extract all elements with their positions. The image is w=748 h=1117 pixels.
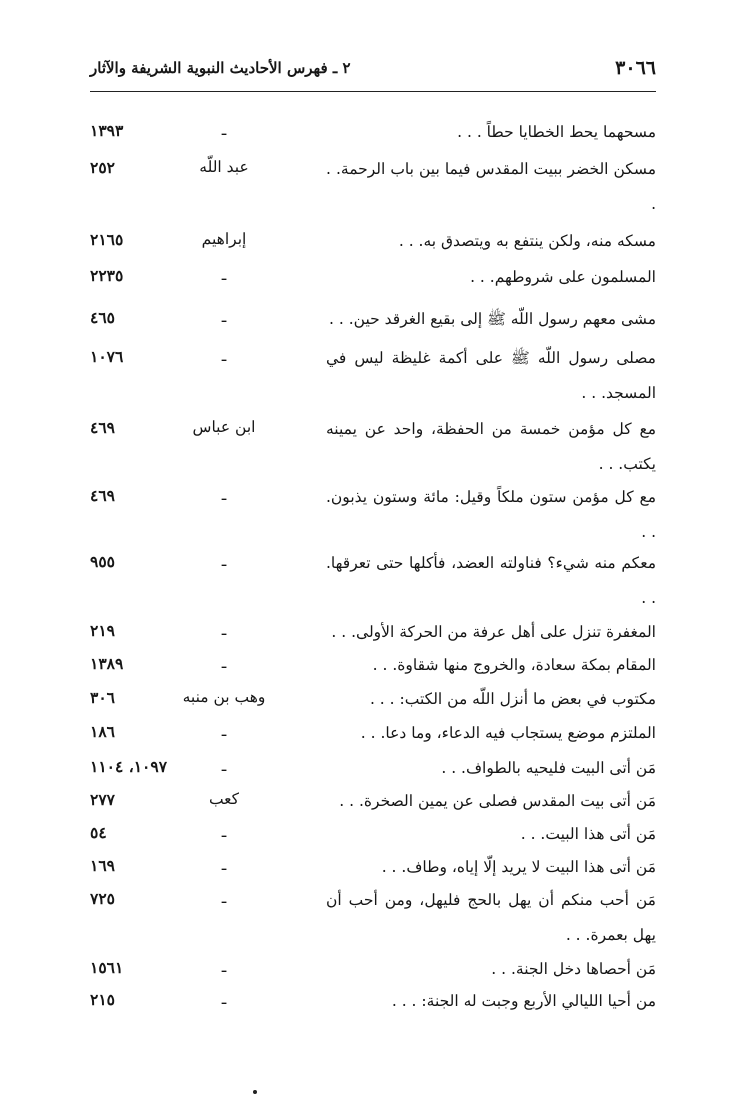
- page-reference: ١٥٦١: [90, 958, 124, 977]
- list-item: [90, 152, 656, 213]
- hadith-text: مَن أحب منكم أن يهل بالحج فليهل، ومن أحب أن يهل بعمرة. . .: [326, 891, 656, 944]
- hadith-text: مصلى رسول اللّه ﷺ على أكمة غليظة ليس في المسجد. . .: [326, 349, 656, 402]
- narrator: كعب: [208, 790, 240, 808]
- page-reference: ٢١٥: [90, 990, 115, 1009]
- list-item: [90, 260, 656, 290]
- hadith-text: مَن أتى هذا البيت. . .: [520, 825, 656, 843]
- narrator: ـ: [221, 621, 227, 639]
- footer-dot: [253, 1090, 257, 1094]
- list-item: [90, 115, 656, 145]
- page-reference: ١٣٨٩: [90, 654, 124, 673]
- list-item: [90, 648, 656, 678]
- list-item: [90, 224, 656, 254]
- narrator: عبد اللّه: [199, 158, 249, 176]
- list-item: [90, 952, 656, 982]
- page-reference: ٢١٩: [90, 621, 115, 640]
- hadith-text: مَن أحصاها دخل الجنة. . .: [491, 960, 656, 978]
- narrator: ـ: [221, 347, 227, 365]
- hadith-text: مكتوب في بعض ما أنزل اللّه من الكتب: . . .: [369, 690, 656, 708]
- hadith-text: المسلمون على شروطهم. . .: [470, 268, 656, 286]
- list-item: [90, 817, 656, 847]
- narrator: ـ: [221, 266, 227, 284]
- hadith-text: مَن أتى البيت فليحيه بالطواف. . .: [441, 759, 656, 777]
- page-reference: ٩٥٥: [90, 552, 115, 571]
- page-reference: ٤٦٩: [90, 486, 115, 505]
- list-item: [90, 341, 656, 402]
- page-number: ٣٠٦٦: [615, 57, 656, 79]
- narrator: إبراهيم: [201, 230, 247, 248]
- page-reference: ١٣٩٣: [90, 121, 124, 140]
- hadith-text: مسكن الخضر ببيت المقدس فيما بين باب الرحمة. . .: [326, 160, 656, 213]
- narrator: ـ: [221, 552, 227, 570]
- narrator: ـ: [221, 889, 227, 907]
- narrator: ـ: [221, 308, 227, 326]
- narrator: ـ: [221, 121, 227, 139]
- hadith-text: مَن أتى هذا البيت لا يريد إلّا إياه، وطاف. . .: [381, 858, 656, 876]
- page-reference: ٤٦٥: [90, 308, 115, 327]
- page-reference: ٤٦٩: [90, 418, 115, 437]
- header-rule: [90, 91, 656, 92]
- page-reference: ٥٤: [90, 823, 107, 842]
- list-item: [90, 412, 656, 473]
- page-reference: ١٨٦: [90, 722, 115, 741]
- list-item: [90, 850, 656, 880]
- list-item: [90, 716, 656, 746]
- narrator: ابن عباس: [192, 418, 256, 436]
- page-header: [90, 56, 656, 80]
- narrator: ـ: [221, 722, 227, 740]
- page-reference: ٢٧٧: [90, 790, 115, 809]
- page-reference: ٢١٦٥: [90, 230, 124, 249]
- list-item: [90, 784, 656, 814]
- hadith-text: مع كل مؤمن ستون ملكاً وقيل: مائة وستون يذبون. . .: [326, 488, 656, 541]
- page-reference: ٢٥٢: [90, 158, 115, 177]
- page-reference: ٣٠٦: [90, 688, 115, 707]
- narrator: ـ: [221, 823, 227, 841]
- page-reference: ١٦٩: [90, 856, 115, 875]
- list-item: [90, 751, 656, 781]
- hadith-text: الملتزم موضع يستجاب فيه الدعاء، وما دعا. . .: [360, 724, 656, 742]
- narrator: ـ: [221, 856, 227, 874]
- hadith-text: المغفرة تنزل على أهل عرفة من الحركة الأولى. . .: [331, 623, 656, 641]
- narrator: ـ: [221, 990, 227, 1008]
- hadith-text: مع كل مؤمن خمسة من الحفظة، واحد عن يمينه يكتب. . .: [326, 420, 656, 473]
- page-reference: ١٠٧٦: [90, 347, 124, 366]
- narrator: وهب بن منبه: [182, 688, 266, 706]
- hadith-text: مسكه منه، ولكن ينتفع به ويتصدق به. . .: [398, 232, 656, 250]
- list-item: [90, 480, 656, 541]
- narrator: ـ: [221, 757, 227, 775]
- narrator: ـ: [221, 654, 227, 672]
- page-reference: ٢٢٣٥: [90, 266, 124, 285]
- narrator: ـ: [221, 486, 227, 504]
- hadith-text: معكم منه شيء؟ فناولته العضد، فأكلها حتى تعرقها. . .: [326, 554, 656, 607]
- list-item: [90, 984, 656, 1014]
- hadith-text: من أحيا الليالي الأربع وجبت له الجنة: . . .: [391, 992, 656, 1010]
- list-item: [90, 302, 656, 332]
- narrator: ـ: [221, 958, 227, 976]
- list-item: [90, 883, 656, 944]
- list-item: [90, 615, 656, 645]
- running-title: ٢ ـ فهرس الأحاديث النبوية الشريفة والآثار: [90, 59, 351, 77]
- list-item: [90, 546, 656, 607]
- page-reference: ١٠٩٧، ١١٠٤: [90, 757, 168, 776]
- page-reference: ٧٢٥: [90, 889, 115, 908]
- hadith-text: مَن أتى بيت المقدس فصلى عن يمين الصخرة. . .: [339, 792, 656, 810]
- hadith-text: مشى معهم رسول اللّه ﷺ إلى بقيع الغرقد حين. . .: [329, 310, 656, 328]
- hadith-text: مسحهما يحط الخطايا حطاً . . .: [457, 123, 656, 141]
- hadith-text: المقام بمكة سعادة، والخروج منها شقاوة. . .: [372, 656, 656, 674]
- list-item: [90, 682, 656, 712]
